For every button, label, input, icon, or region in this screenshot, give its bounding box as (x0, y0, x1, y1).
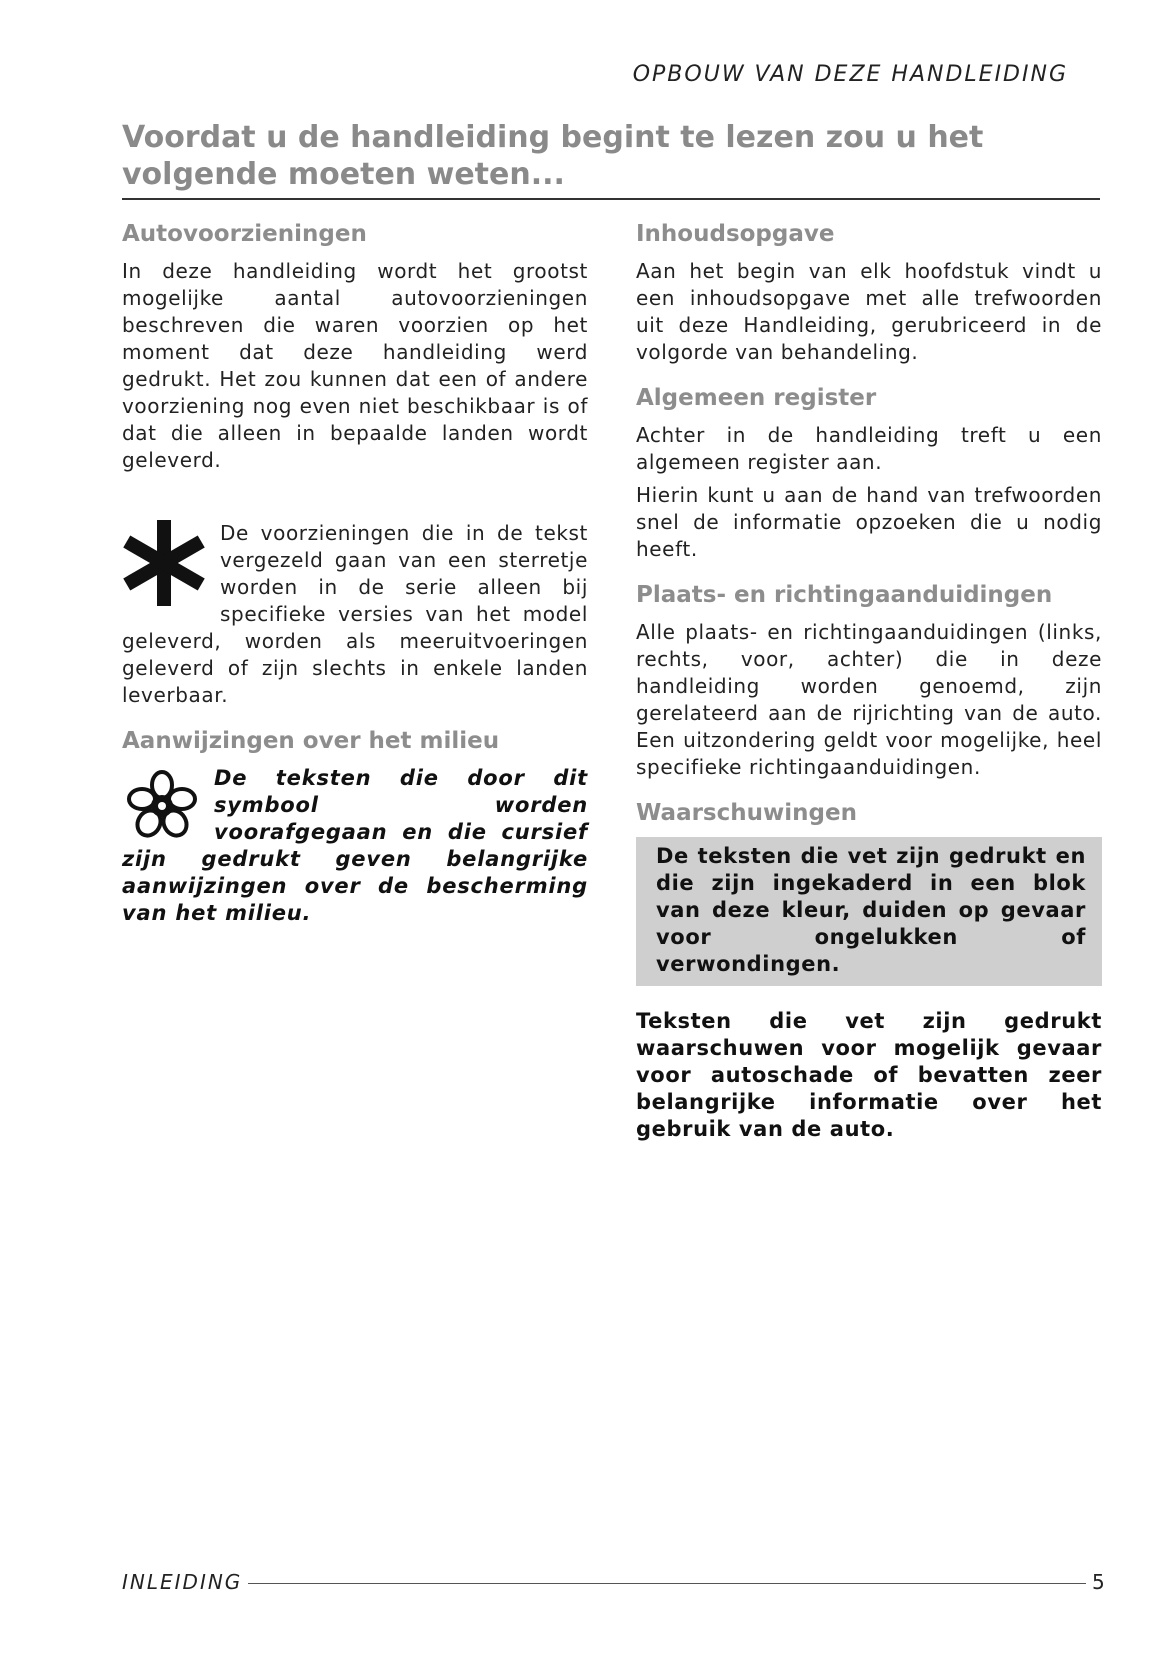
section-heading-register: Algemeen register (636, 385, 877, 411)
environment-note-text: De teksten die door dit symbool worden voorafgegaan en die cursief zijn gedrukt geven belangrijke aanwijzingen over de bescherming van het milieu. (122, 766, 588, 925)
warning-bold-text: Teksten die vet zijn gedrukt waarschuwen voor mogelijk gevaar voor autoschade of bevatten zeer belangrijke informatie over het gebruik van de auto. (636, 1009, 1102, 1141)
footer-section-label: INLEIDING (122, 1570, 243, 1594)
page-number: 5 (1092, 1570, 1105, 1594)
page-title (122, 119, 1002, 193)
page-title-line-1: Voordat u de handleiding begint te lezen zou u het (122, 120, 984, 155)
autovoorzieningen-text: In deze handleiding wordt het grootst mogelijke aantal autovoorzieningen beschreven die waren voorzien op het moment dat deze handleiding werd gedrukt. Het zou kunnen dat een of andere voorziening nog even niet beschikbaar is of dat die alleen in bepaalde landen wordt geleverd. (122, 259, 588, 472)
warning-box-text: De teksten die vet zijn gedrukt en die zijn ingekaderd in een blok van deze kleur, duiden op gevaar voor ongelukken of verwondingen. (656, 844, 1086, 976)
footer-divider (248, 1583, 1086, 1584)
page-title-line-2: volgende moeten weten... (122, 157, 565, 192)
environment-note (122, 765, 588, 927)
left-column (122, 220, 588, 927)
right-column (636, 220, 1102, 1143)
asterisk-icon (122, 520, 206, 606)
running-header: OPBOUW VAN DEZE HANDLEIDING (632, 62, 1068, 87)
flower-icon (122, 769, 202, 843)
asterisk-note-text: De voorzieningen die in de tekst vergezeld gaan van een sterretje worden in de serie alleen bij specifieke versies van het model geleverd, worden als meeruitvoeringen geleverd of zijn slechts in enkele landen leverbaar. (122, 521, 588, 707)
section-heading-richtingaanduidingen: Plaats- en richtingaanduidingen (636, 582, 1053, 608)
richtingaanduidingen-text: Alle plaats- en richtingaanduidingen (links, rechts, voor, achter) die in deze handleiding worden genoemd, zijn gerelateerd aan de rijrichting van de auto. Een uitzondering geldt voor mogelijke, heel specifieke richtingaanduidingen. (636, 620, 1102, 779)
inhoudsopgave-text: Aan het begin van elk hoofdstuk vindt u een inhoudsopgave met alle trefwoorden uit deze Handleiding, gerubriceerd in de volgorde van behandeling. (636, 259, 1102, 364)
section-heading-autovoorzieningen: Autovoorzieningen (122, 221, 367, 247)
title-divider (122, 198, 1100, 200)
section-heading-milieu: Aanwijzingen over het milieu (122, 728, 500, 754)
asterisk-note (122, 520, 588, 709)
register-text-1: Achter in de handleiding treft u een algemeen register aan. (636, 423, 1102, 474)
section-heading-inhoudsopgave: Inhoudsopgave (636, 221, 835, 247)
warning-box (636, 837, 1102, 986)
section-heading-waarschuwingen: Waarschuwingen (636, 800, 857, 826)
register-text-2: Hierin kunt u aan de hand van trefwoorden snel de informatie opzoeken die u nodig heeft. (636, 483, 1102, 561)
